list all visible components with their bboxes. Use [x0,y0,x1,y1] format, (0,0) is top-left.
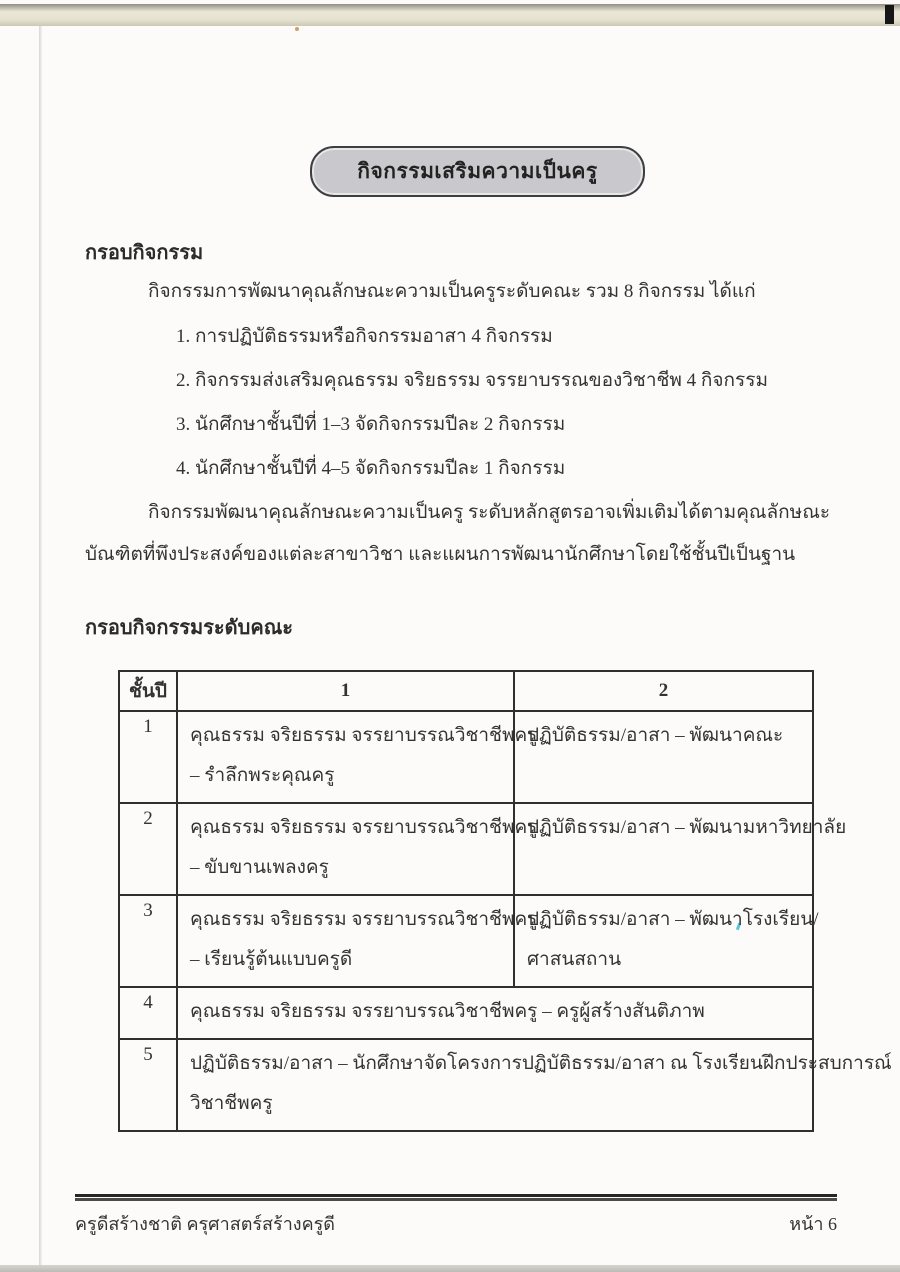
cell-line: – ขับขานเพลงครู [190,857,329,878]
activity-list-item: 3. นักศึกษาชั้นปีที่ 1–3 จัดกิจกรรมปีละ 2 กิจกรรม [176,414,566,435]
table-row [119,987,813,1039]
activity-cell [514,895,819,987]
cell-line: คุณธรรม จริยธรรม จรรยาบรรณวิชาชีพครู [190,817,538,838]
cell-line: คุณธรรม จริยธรรม จรรยาบรรณวิชาชีพครู [190,909,538,930]
cell-line: ปฏิบัติธรรม/อาสา – พัฒนาคณะ [527,725,784,746]
page-title: กิจกรรมเสริมความเป็นครู [357,159,598,183]
footer-rule [75,1194,837,1197]
scan-corner-mark [885,5,894,24]
page-footer [75,1194,837,1238]
activity-cell-span [177,1039,892,1131]
year-cell: 2 [119,803,177,895]
footer-motto: ครูดีสร้างชาติ ครุศาสตร์สร้างครูดี [75,1214,335,1234]
activity-cell [177,711,538,803]
page-title-banner [310,146,645,197]
table-header-row [119,671,813,711]
activity-cell [514,711,813,803]
activity-cell [177,803,538,895]
page-fold-line [39,26,42,1265]
table-row [119,711,813,803]
activity-list-item: 2. กิจกรรมส่งเสริมคุณธรรม จริยธรรม จรรยาบรรณของวิชาชีพ 4 กิจกรรม [176,370,768,391]
faculty-activities-table [118,670,892,1132]
cell-line: ปฏิบัติธรรม/อาสา – พัฒนามหาวิทยาลัย [527,817,847,838]
cell-line: วิชาชีพครู [190,1093,273,1114]
year-cell: 3 [119,895,177,987]
column-header-year: ชั้นปี [119,671,177,711]
column-header-1: 1 [177,671,514,711]
cell-line: คุณธรรม จริยธรรม จรรยาบรรณวิชาชีพครู [190,725,538,746]
note-paragraph-line: บัณฑิตที่พึงประสงค์ของแต่ละสาขาวิชา และแผนการพัฒนานักศึกษาโดยใช้ชั้นปีเป็นฐาน [85,544,796,565]
column-header-2: 2 [514,671,813,711]
scan-speck [295,27,299,31]
cell-line: – รำลึกพระคุณครู [190,765,335,786]
activity-cell-span [177,987,813,1039]
cell-line: ปฏิบัติธรรม/อาสา – พัฒนาโรงเรียน/ [527,909,819,930]
cell-line: ปฏิบัติธรรม/อาสา – นักศึกษาจัดโครงการปฏิบัติธรรม/อาสา ณ โรงเรียนฝึกประสบการณ์ [190,1053,892,1074]
table-row [119,1039,813,1131]
cell-line: คุณธรรม จริยธรรม จรรยาบรรณวิชาชีพครู – ครูผู้สร้างสันติภาพ [190,1001,705,1022]
note-paragraph-line: กิจกรรมพัฒนาคุณลักษณะความเป็นครู ระดับหลักสูตรอาจเพิ่มเติมได้ตามคุณลักษณะ [148,502,831,523]
framework-heading: กรอบกิจกรรม [85,242,204,264]
activity-list-item: 4. นักศึกษาชั้นปีที่ 4–5 จัดกิจกรรมปีละ 1 กิจกรรม [176,458,566,479]
year-cell: 4 [119,987,177,1039]
year-cell: 1 [119,711,177,803]
scan-bottom-edge [0,1265,900,1272]
table-row [119,803,813,895]
cell-line: – เรียนรู้ต้นแบบครูดี [190,949,353,970]
activity-cell [177,895,538,987]
year-cell: 5 [119,1039,177,1131]
framework-intro: กิจกรรมการพัฒนาคุณลักษณะความเป็นครูระดับคณะ รวม 8 กิจกรรม ได้แก่ [148,281,756,302]
scan-top-edge [0,4,900,26]
cell-line: ศาสนสถาน [527,949,622,970]
page-number: หน้า 6 [789,1214,837,1234]
activity-list-item: 1. การปฏิบัติธรรมหรือกิจกรรมอาสา 4 กิจกรรม [176,326,553,347]
faculty-heading: กรอบกิจกรรมระดับคณะ [85,617,294,639]
table-row [119,895,813,987]
activity-cell [514,803,847,895]
